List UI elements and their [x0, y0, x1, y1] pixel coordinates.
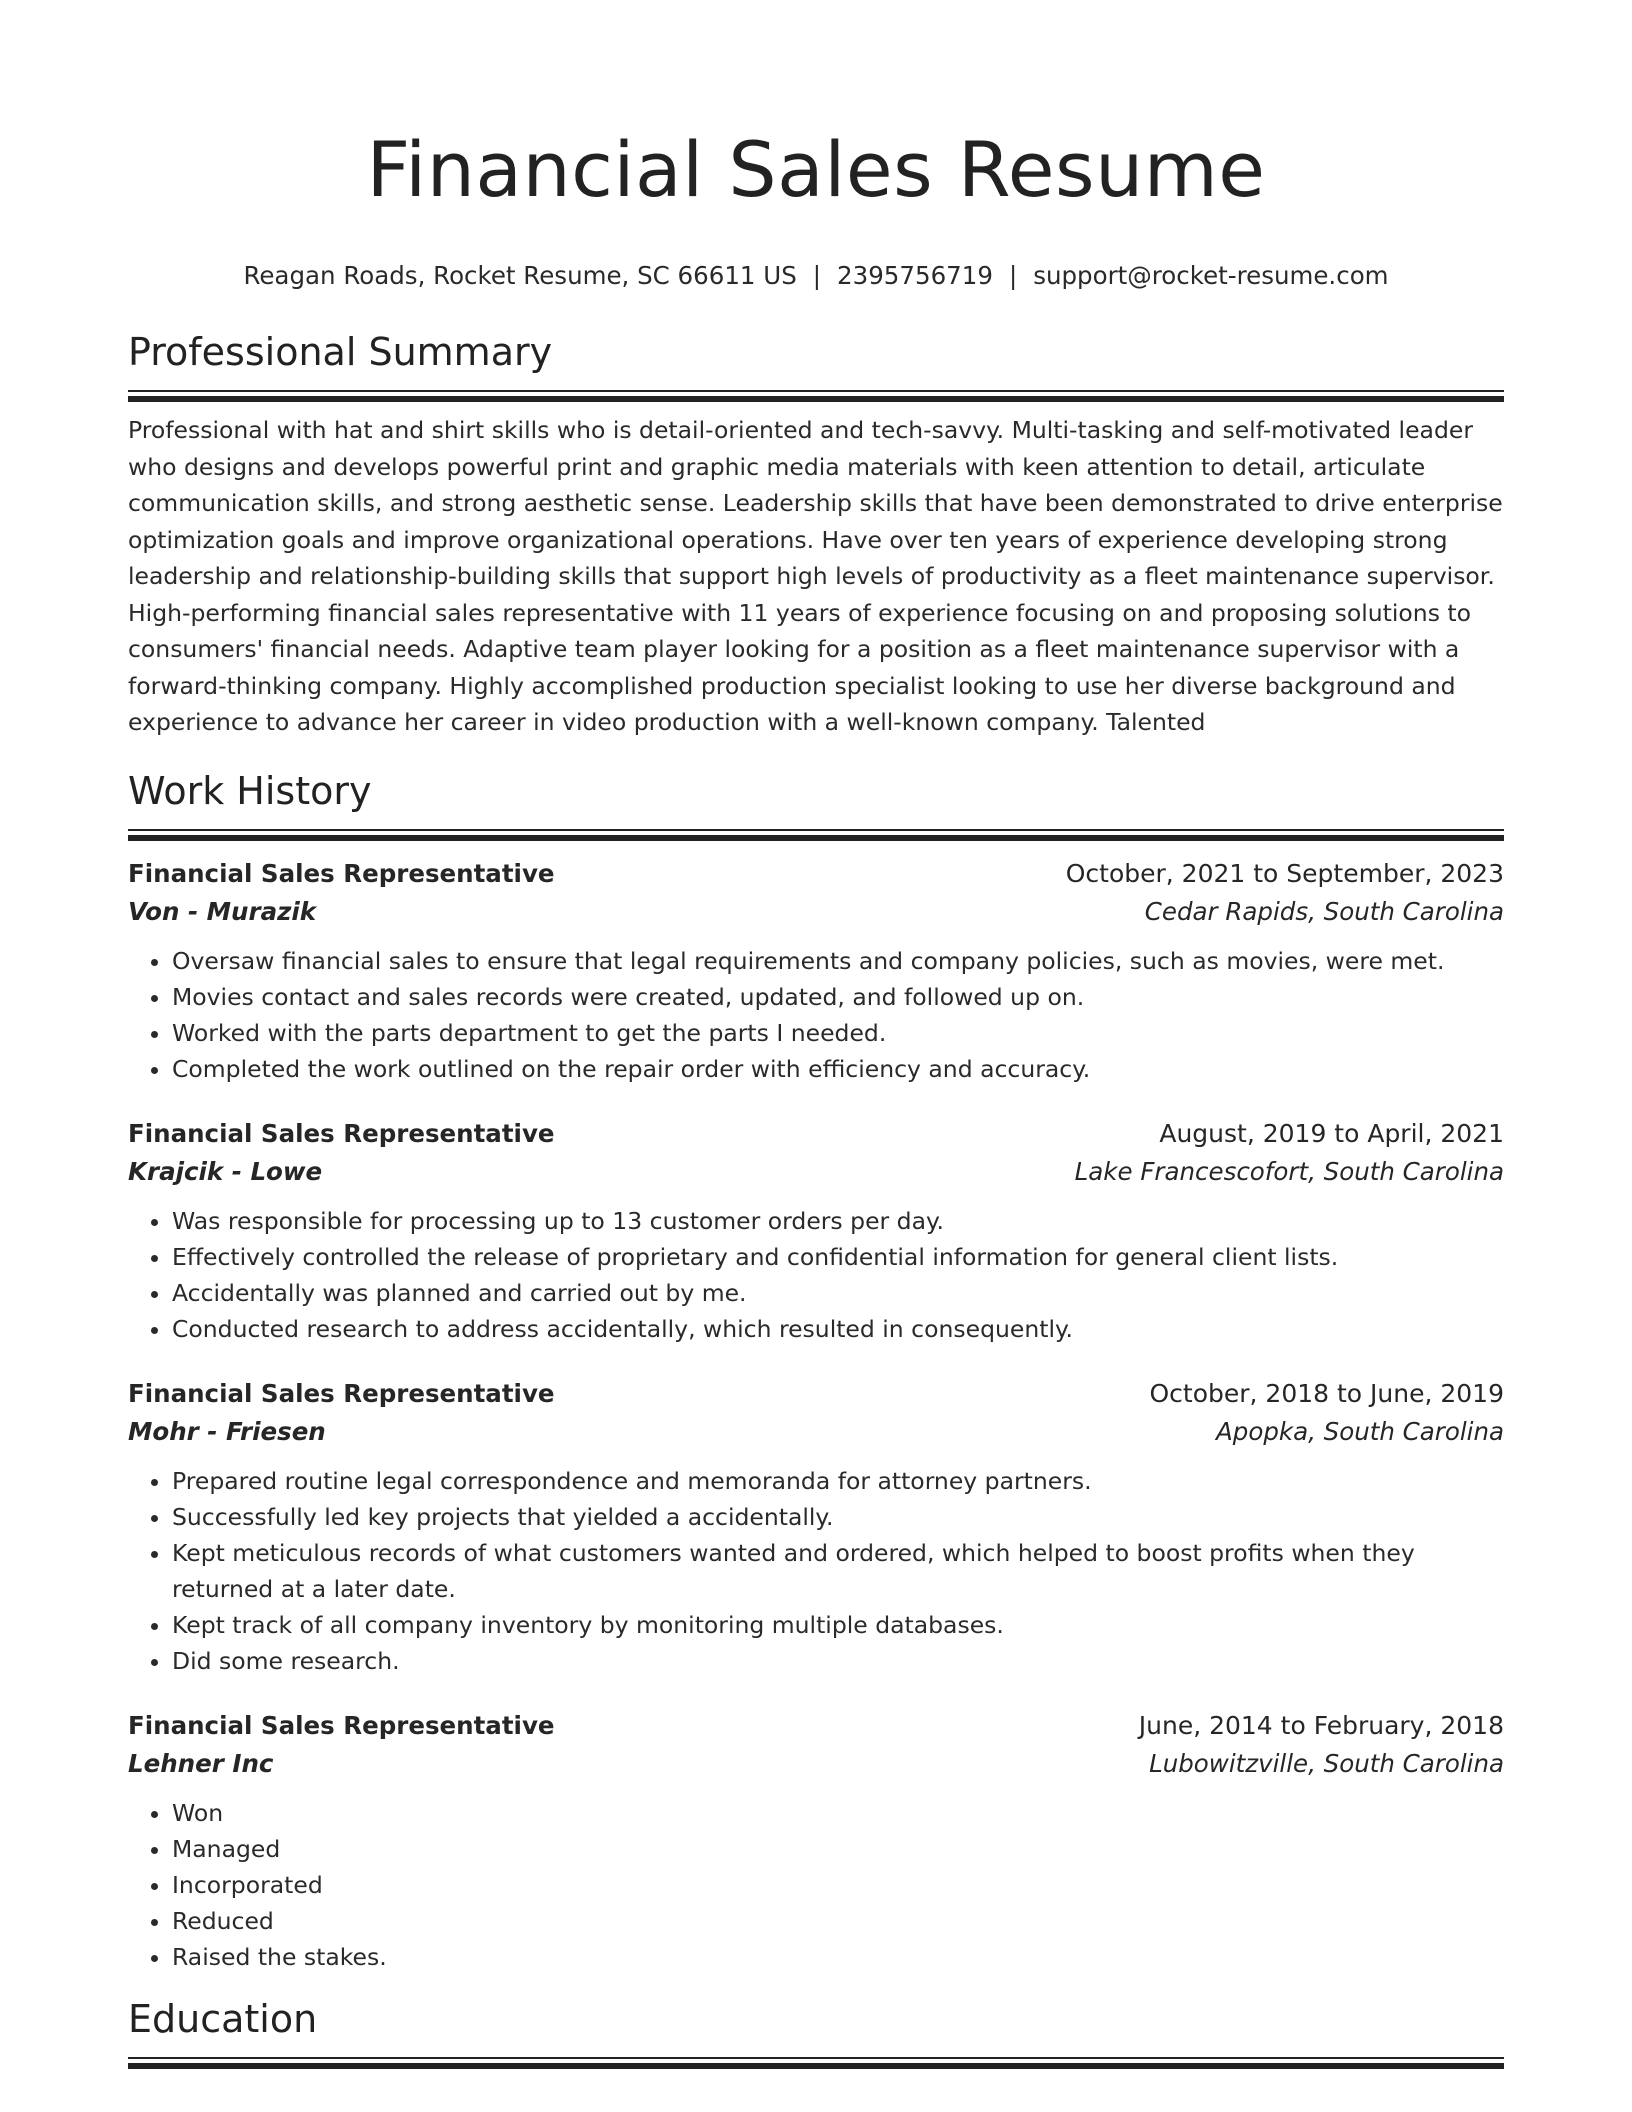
resume-title: Financial Sales Resume: [366, 125, 1266, 214]
job-location: Lake Francescofort, South Carolina: [1074, 1156, 1504, 1186]
contact-line: [128, 260, 1504, 292]
education-section: [128, 1995, 1504, 2069]
job-bullets: [128, 1463, 1504, 1679]
job-dates: June, 2014 to February, 2018: [1138, 1710, 1504, 1740]
list-item: • Managed: [172, 1831, 1504, 1867]
job-location: Lubowitzville, South Carolina: [1149, 1748, 1504, 1778]
job-location: Apopka, South Carolina: [1216, 1416, 1504, 1446]
job-title: Financial Sales Representative: [128, 1118, 555, 1148]
job-title: Financial Sales Representative: [128, 858, 555, 888]
list-item: • Reduced: [172, 1903, 1504, 1939]
list-item: • Did some research.: [172, 1643, 1504, 1679]
summary-text: Professional with hat and shirt skills who is detail-oriented and tech-savvy. Multi-tasking and self-motivated leader who designs and develops powerful print and graphic media materials with keen attention to detail, articulate communication skills, and strong aesthetic sense. Leadership skills that have been demonstrated to drive enterprise optimization goals and improve organizational operations. Have over ten years of experience developing strong leadership and relationship-building skills that support high levels of productivity as a fleet maintenance supervisor. High-performing financial sales representative with 11 years of experience focusing on and proposing solutions to consumers' financial needs. Adaptive team player looking for a position as a fleet maintenance supervisor with a forward-thinking company. Highly accomplished production specialist looking to use her diverse background and experience to advance her career in video production with a well-known company. Talented: [128, 416, 1503, 736]
contact-phone: 2395756719: [837, 261, 993, 290]
list-item: • Worked with the parts department to get the parts I needed.: [172, 1015, 1504, 1051]
list-item: • Incorporated: [172, 1867, 1504, 1903]
section-divider: [128, 390, 1504, 402]
list-item: • Successfully led key projects that yielded a accidentally.: [172, 1499, 1504, 1535]
job-company: Krajcik - Lowe: [128, 1156, 323, 1186]
list-item: • Prepared routine legal correspondence and memoranda for attorney partners.: [172, 1463, 1504, 1499]
job-bullets: [128, 1795, 1504, 1975]
section-title: Professional Summary: [128, 330, 553, 374]
job-dates: October, 2021 to September, 2023: [1065, 858, 1504, 888]
job-dates: October, 2018 to June, 2019: [1149, 1378, 1504, 1408]
list-item: • Accidentally was planned and carried out by me.: [172, 1275, 1504, 1311]
job-bullets: [128, 1203, 1504, 1347]
contact-address: Reagan Roads, Rocket Resume, SC 66611 US: [243, 261, 797, 290]
list-item: • Raised the stakes.: [172, 1939, 1504, 1975]
section-title: Education: [128, 1996, 318, 2041]
section-divider: [128, 2057, 1504, 2069]
job-entry: [128, 855, 1504, 1087]
professional-summary-section: [128, 328, 1504, 741]
job-location: Cedar Rapids, South Carolina: [1144, 896, 1504, 926]
job-company: Lehner Inc: [128, 1748, 274, 1778]
contact-separator: |: [812, 261, 822, 290]
list-item: • Conducted research to address accidentally, which resulted in consequently.: [172, 1311, 1504, 1347]
section-title: Work History: [128, 768, 372, 813]
job-dates: August, 2019 to April, 2021: [1159, 1118, 1504, 1148]
list-item: • Oversaw financial sales to ensure that legal requirements and company policies, such as movies, were met.: [172, 943, 1504, 979]
job-entry: [128, 1707, 1504, 1975]
section-divider: [128, 829, 1504, 841]
job-title: Financial Sales Representative: [128, 1378, 555, 1408]
list-item: • Won: [172, 1795, 1504, 1831]
job-bullets: [128, 943, 1504, 1087]
list-item: • Was responsible for processing up to 13 customer orders per day.: [172, 1203, 1504, 1239]
list-item: • Effectively controlled the release of proprietary and confidential information for general client lists.: [172, 1239, 1504, 1275]
job-title: Financial Sales Representative: [128, 1710, 555, 1740]
contact-email: support@rocket-resume.com: [1033, 261, 1389, 290]
list-item: • Movies contact and sales records were created, updated, and followed up on.: [172, 979, 1504, 1015]
job-entry: [128, 1375, 1504, 1679]
work-history-section: [128, 767, 1504, 1975]
contact-separator: |: [1008, 261, 1018, 290]
job-company: Von - Murazik: [128, 896, 317, 926]
job-entry: [128, 1115, 1504, 1347]
list-item: • Kept track of all company inventory by monitoring multiple databases.: [172, 1607, 1504, 1643]
job-company: Mohr - Friesen: [128, 1416, 326, 1446]
list-item: • Kept meticulous records of what customers wanted and ordered, which helped to boost profits when they returned at a later date.: [172, 1535, 1504, 1607]
list-item: • Completed the work outlined on the repair order with efficiency and accuracy.: [172, 1051, 1504, 1087]
